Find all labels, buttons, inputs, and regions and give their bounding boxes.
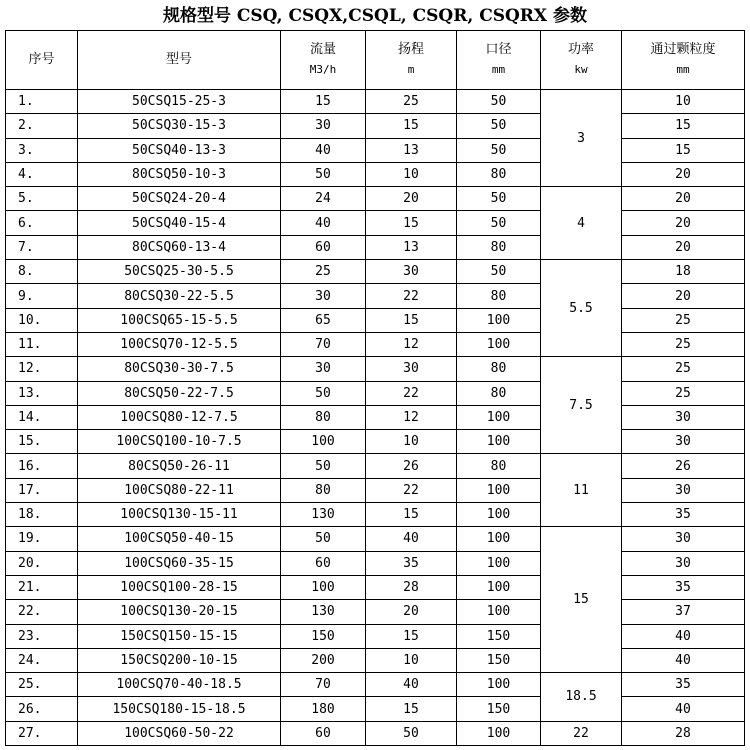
table-row — [6, 381, 745, 405]
cell-diameter: 80 — [457, 162, 541, 186]
cell-power: 18.5 — [541, 673, 622, 722]
cell-diameter: 100 — [457, 503, 541, 527]
cell-particle: 15 — [622, 138, 745, 162]
cell-diameter: 100 — [457, 673, 541, 697]
cell-model: 100CSQ130-15-11 — [78, 503, 281, 527]
cell-diameter: 50 — [457, 260, 541, 284]
cell-model: 100CSQ100-10-7.5 — [78, 430, 281, 454]
cell-no: 2. — [6, 114, 78, 138]
table-row — [6, 114, 745, 138]
cell-diameter: 80 — [457, 454, 541, 478]
table-row — [6, 478, 745, 502]
cell-flow: 60 — [281, 721, 366, 745]
cell-particle: 40 — [622, 648, 745, 672]
cell-flow: 50 — [281, 381, 366, 405]
cell-flow: 30 — [281, 114, 366, 138]
table-row — [6, 673, 745, 697]
cell-head: 10 — [366, 162, 457, 186]
cell-no: 22. — [6, 600, 78, 624]
cell-no: 6. — [6, 211, 78, 235]
cell-diameter: 150 — [457, 624, 541, 648]
table-row — [6, 405, 745, 429]
cell-head: 12 — [366, 332, 457, 356]
cell-no: 23. — [6, 624, 78, 648]
cell-flow: 24 — [281, 187, 366, 211]
cell-flow: 80 — [281, 405, 366, 429]
cell-flow: 70 — [281, 673, 366, 697]
cell-model: 50CSQ15-25-3 — [78, 90, 281, 114]
cell-model: 80CSQ30-22-5.5 — [78, 284, 281, 308]
cell-head: 50 — [366, 721, 457, 745]
cell-head: 35 — [366, 551, 457, 575]
table-row — [6, 235, 745, 259]
header-diameter-unit: mm — [491, 63, 506, 76]
cell-head: 30 — [366, 357, 457, 381]
cell-head: 25 — [366, 90, 457, 114]
cell-model: 50CSQ40-13-3 — [78, 138, 281, 162]
cell-model: 100CSQ60-35-15 — [78, 551, 281, 575]
cell-flow: 150 — [281, 624, 366, 648]
cell-no: 20. — [6, 551, 78, 575]
cell-no: 18. — [6, 503, 78, 527]
cell-diameter: 150 — [457, 697, 541, 721]
cell-head: 15 — [366, 308, 457, 332]
table-row — [6, 648, 745, 672]
header-row — [6, 31, 745, 90]
cell-power: 4 — [541, 187, 622, 260]
cell-particle: 18 — [622, 260, 745, 284]
cell-power: 3 — [541, 90, 622, 187]
cell-flow: 100 — [281, 575, 366, 599]
cell-diameter: 50 — [457, 114, 541, 138]
cell-diameter: 100 — [457, 478, 541, 502]
cell-head: 15 — [366, 697, 457, 721]
cell-diameter: 100 — [457, 600, 541, 624]
table-row — [6, 430, 745, 454]
cell-head: 28 — [366, 575, 457, 599]
cell-model: 100CSQ130-20-15 — [78, 600, 281, 624]
table-row — [6, 284, 745, 308]
cell-flow: 30 — [281, 357, 366, 381]
header-head-unit: m — [407, 63, 415, 76]
cell-head: 22 — [366, 381, 457, 405]
cell-no: 17. — [6, 478, 78, 502]
cell-no: 25. — [6, 673, 78, 697]
cell-flow: 30 — [281, 284, 366, 308]
header-no: 序号 — [6, 31, 78, 90]
cell-head: 15 — [366, 503, 457, 527]
cell-flow: 25 — [281, 260, 366, 284]
cell-particle: 35 — [622, 503, 745, 527]
table-row — [6, 624, 745, 648]
cell-no: 5. — [6, 187, 78, 211]
table-row — [6, 721, 745, 745]
cell-flow: 15 — [281, 90, 366, 114]
table-row — [6, 357, 745, 381]
cell-model: 100CSQ70-40-18.5 — [78, 673, 281, 697]
cell-model: 100CSQ65-15-5.5 — [78, 308, 281, 332]
cell-diameter: 100 — [457, 405, 541, 429]
cell-no: 7. — [6, 235, 78, 259]
table-row — [6, 162, 745, 186]
header-flow: 流量 M3/h — [281, 31, 366, 90]
header-head: 扬程 m — [366, 31, 457, 90]
cell-particle: 26 — [622, 454, 745, 478]
cell-diameter: 50 — [457, 138, 541, 162]
cell-flow: 50 — [281, 454, 366, 478]
cell-model: 100CSQ80-22-11 — [78, 478, 281, 502]
cell-model: 50CSQ25-30-5.5 — [78, 260, 281, 284]
cell-no: 27. — [6, 721, 78, 745]
cell-head: 13 — [366, 235, 457, 259]
cell-particle: 15 — [622, 114, 745, 138]
cell-particle: 28 — [622, 721, 745, 745]
cell-head: 40 — [366, 673, 457, 697]
cell-power: 22 — [541, 721, 622, 745]
cell-diameter: 80 — [457, 284, 541, 308]
cell-diameter: 50 — [457, 90, 541, 114]
table-row — [6, 308, 745, 332]
cell-particle: 30 — [622, 478, 745, 502]
cell-model: 150CSQ200-10-15 — [78, 648, 281, 672]
cell-no: 26. — [6, 697, 78, 721]
cell-model: 100CSQ80-12-7.5 — [78, 405, 281, 429]
cell-head: 12 — [366, 405, 457, 429]
cell-power: 7.5 — [541, 357, 622, 454]
cell-model: 100CSQ60-50-22 — [78, 721, 281, 745]
cell-head: 26 — [366, 454, 457, 478]
cell-no: 8. — [6, 260, 78, 284]
cell-particle: 40 — [622, 624, 745, 648]
cell-diameter: 80 — [457, 381, 541, 405]
cell-no: 12. — [6, 357, 78, 381]
header-model: 型号 — [78, 31, 281, 90]
header-flow-unit: M3/h — [309, 63, 337, 76]
cell-diameter: 50 — [457, 211, 541, 235]
cell-no: 19. — [6, 527, 78, 551]
table-row — [6, 697, 745, 721]
cell-model: 50CSQ24-20-4 — [78, 187, 281, 211]
cell-particle: 37 — [622, 600, 745, 624]
cell-head: 15 — [366, 624, 457, 648]
cell-head: 20 — [366, 187, 457, 211]
cell-diameter: 150 — [457, 648, 541, 672]
table-row — [6, 187, 745, 211]
table-row — [6, 260, 745, 284]
cell-diameter: 100 — [457, 332, 541, 356]
cell-model: 100CSQ100-28-15 — [78, 575, 281, 599]
cell-model: 100CSQ70-12-5.5 — [78, 332, 281, 356]
table-row — [6, 600, 745, 624]
header-particle-unit: mm — [676, 63, 690, 76]
table-row — [6, 454, 745, 478]
cell-particle: 35 — [622, 575, 745, 599]
cell-no: 14. — [6, 405, 78, 429]
cell-diameter: 100 — [457, 527, 541, 551]
cell-particle: 20 — [622, 211, 745, 235]
cell-flow: 50 — [281, 162, 366, 186]
cell-head: 15 — [366, 211, 457, 235]
cell-particle: 20 — [622, 235, 745, 259]
header-power: 功率 kw — [541, 31, 622, 90]
cell-model: 80CSQ50-26-11 — [78, 454, 281, 478]
cell-head: 13 — [366, 138, 457, 162]
cell-head: 20 — [366, 600, 457, 624]
cell-diameter: 80 — [457, 235, 541, 259]
cell-flow: 130 — [281, 600, 366, 624]
cell-flow: 80 — [281, 478, 366, 502]
cell-no: 21. — [6, 575, 78, 599]
cell-particle: 30 — [622, 430, 745, 454]
cell-diameter: 100 — [457, 575, 541, 599]
cell-no: 15. — [6, 430, 78, 454]
cell-flow: 50 — [281, 527, 366, 551]
table-body — [6, 90, 745, 746]
cell-no: 1. — [6, 90, 78, 114]
cell-flow: 70 — [281, 332, 366, 356]
table-row — [6, 211, 745, 235]
cell-flow: 65 — [281, 308, 366, 332]
cell-particle: 25 — [622, 332, 745, 356]
cell-flow: 180 — [281, 697, 366, 721]
cell-diameter: 80 — [457, 357, 541, 381]
cell-model: 80CSQ50-10-3 — [78, 162, 281, 186]
cell-head: 22 — [366, 284, 457, 308]
cell-particle: 20 — [622, 187, 745, 211]
cell-head: 30 — [366, 260, 457, 284]
cell-model: 150CSQ150-15-15 — [78, 624, 281, 648]
cell-diameter: 100 — [457, 430, 541, 454]
table-row — [6, 575, 745, 599]
cell-particle: 25 — [622, 357, 745, 381]
cell-flow: 200 — [281, 648, 366, 672]
table-row — [6, 503, 745, 527]
cell-particle: 25 — [622, 308, 745, 332]
cell-particle: 20 — [622, 162, 745, 186]
spec-table — [5, 30, 745, 746]
cell-diameter: 100 — [457, 308, 541, 332]
cell-flow: 130 — [281, 503, 366, 527]
header-diameter: 口径 mm — [457, 31, 541, 90]
cell-particle: 30 — [622, 405, 745, 429]
table-title: 规格型号 CSQ, CSQX,CSQL, CSQR, CSQRX 参数 — [162, 6, 588, 26]
cell-no: 24. — [6, 648, 78, 672]
cell-no: 13. — [6, 381, 78, 405]
cell-no: 16. — [6, 454, 78, 478]
cell-particle: 40 — [622, 697, 745, 721]
cell-diameter: 100 — [457, 551, 541, 575]
cell-model: 80CSQ60-13-4 — [78, 235, 281, 259]
cell-model: 80CSQ30-30-7.5 — [78, 357, 281, 381]
table-row — [6, 90, 745, 114]
table-row — [6, 551, 745, 575]
cell-flow: 60 — [281, 551, 366, 575]
table-row — [6, 527, 745, 551]
cell-flow: 100 — [281, 430, 366, 454]
cell-head: 10 — [366, 430, 457, 454]
cell-head: 40 — [366, 527, 457, 551]
header-power-unit: kw — [574, 63, 588, 76]
cell-flow: 40 — [281, 211, 366, 235]
cell-diameter: 100 — [457, 721, 541, 745]
header-particle: 通过颗粒度 mm — [622, 31, 745, 90]
cell-no: 11. — [6, 332, 78, 356]
cell-particle: 35 — [622, 673, 745, 697]
cell-no: 3. — [6, 138, 78, 162]
cell-model: 100CSQ50-40-15 — [78, 527, 281, 551]
cell-particle: 25 — [622, 381, 745, 405]
cell-head: 15 — [366, 114, 457, 138]
cell-head: 10 — [366, 648, 457, 672]
cell-model: 50CSQ30-15-3 — [78, 114, 281, 138]
cell-flow: 60 — [281, 235, 366, 259]
cell-particle: 10 — [622, 90, 745, 114]
cell-model: 50CSQ40-15-4 — [78, 211, 281, 235]
cell-head: 22 — [366, 478, 457, 502]
cell-no: 4. — [6, 162, 78, 186]
cell-power: 11 — [541, 454, 622, 527]
cell-particle: 30 — [622, 551, 745, 575]
cell-model: 80CSQ50-22-7.5 — [78, 381, 281, 405]
cell-flow: 40 — [281, 138, 366, 162]
cell-power: 15 — [541, 527, 622, 673]
table-row — [6, 138, 745, 162]
cell-particle: 30 — [622, 527, 745, 551]
cell-model: 150CSQ180-15-18.5 — [78, 697, 281, 721]
table-row — [6, 332, 745, 356]
cell-power: 5.5 — [541, 260, 622, 357]
cell-no: 9. — [6, 284, 78, 308]
cell-diameter: 50 — [457, 187, 541, 211]
cell-particle: 20 — [622, 284, 745, 308]
cell-no: 10. — [6, 308, 78, 332]
